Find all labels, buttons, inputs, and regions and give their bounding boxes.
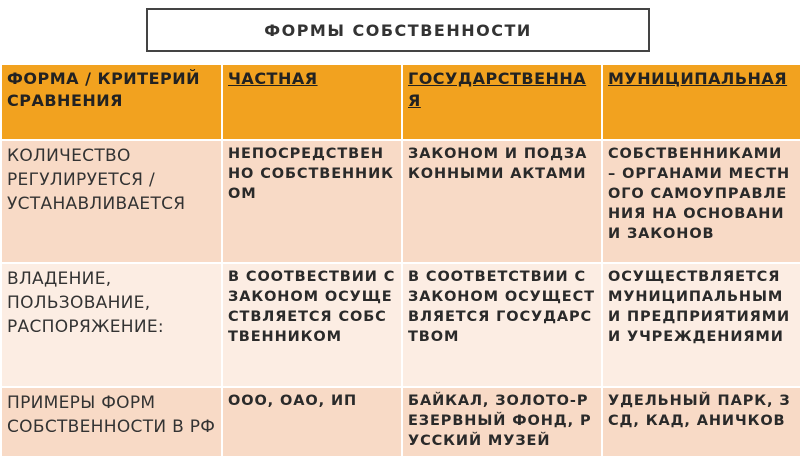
cell-state: БАЙКАЛ, ЗОЛОТО-РЕЗЕРВНЫЙ ФОНД, РУССКИЙ МУЗЕЙ bbox=[402, 387, 602, 457]
row-criterion: КОЛИЧЕСТВО РЕГУЛИРУЕТСЯ / УСТАНАВЛИВАЕТСЯ bbox=[1, 140, 222, 263]
page-title: ФОРМЫ СОБСТВЕННОСТИ bbox=[146, 8, 650, 52]
table-row bbox=[1, 263, 800, 387]
cell-private: ООО, ОАО, ИП bbox=[222, 387, 402, 457]
row-criterion: ВЛАДЕНИЕ, ПОЛЬЗОВАНИЕ, РАСПОРЯЖЕНИЕ: bbox=[1, 263, 222, 387]
cell-state: ЗАКОНОМ И ПОДЗАКОННЫМИ АКТАМИ bbox=[402, 140, 602, 263]
cell-state: В СООТВЕТСТВИИ С ЗАКОНОМ ОСУЩЕСТВЛЯЕТСЯ ГОСУДАРСТВОМ bbox=[402, 263, 602, 387]
comparison-table bbox=[0, 63, 800, 458]
header-municipal: МУНИЦИПАЛЬНАЯ bbox=[602, 64, 800, 140]
cell-municipal: УДЕЛЬНЫЙ ПАРК, ЗСД, КАД, АНИЧКОВ bbox=[602, 387, 800, 457]
cell-municipal: ОСУЩЕСТВЛЯЕТСЯ МУНИЦИПАЛЬНЫМИ ПРЕДПРИЯТИЯМИ И УЧРЕЖДЕНИЯМИ bbox=[602, 263, 800, 387]
cell-private: В СООТВЕСТВИИ С ЗАКОНОМ ОСУЩЕСТВЛЯЕТСЯ СОБСТВЕННИКОМ bbox=[222, 263, 402, 387]
table-row bbox=[1, 387, 800, 457]
table-row bbox=[1, 140, 800, 263]
header-criterion: ФОРМА / КРИТЕРИЙ СРАВНЕНИЯ bbox=[1, 64, 222, 140]
table-header-row bbox=[1, 64, 800, 140]
header-private: ЧАСТНАЯ bbox=[222, 64, 402, 140]
cell-private: НЕПОСРЕДСТВЕННО СОБСТВЕННИКОМ bbox=[222, 140, 402, 263]
cell-municipal: СОБСТВЕННИКАМИ – ОРГАНАМИ МЕСТНОГО САМОУПРАВЛЕНИЯ НА ОСНОВАНИИ ЗАКОНОВ bbox=[602, 140, 800, 263]
row-criterion: ПРИМЕРЫ ФОРМ СОБСТВЕННОСТИ В РФ bbox=[1, 387, 222, 457]
header-state: ГОСУДАРСТВЕННАЯ bbox=[402, 64, 602, 140]
